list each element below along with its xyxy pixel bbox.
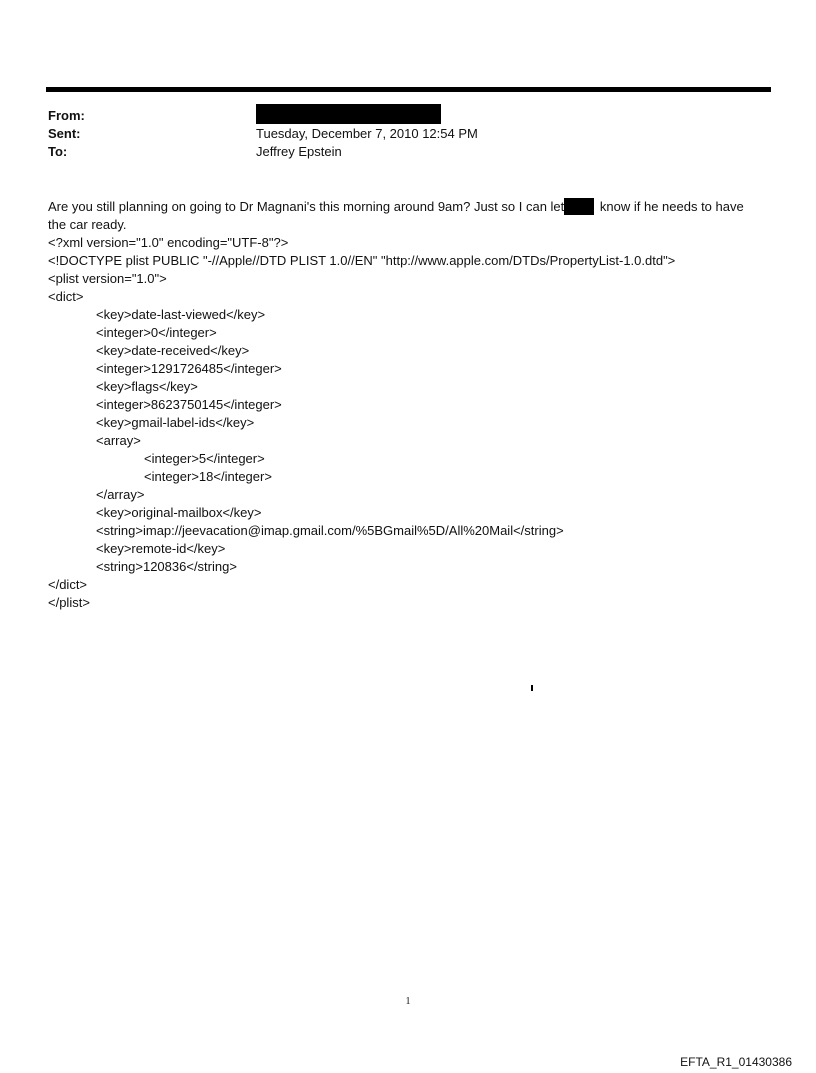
to-value: Jeffrey Epstein [256,144,342,159]
header-rule [46,87,771,92]
xml-line: <array> [96,433,141,448]
xml-line: <key>date-last-viewed</key> [96,307,266,322]
xml-line: <integer>5</integer> [144,451,265,466]
xml-line: <integer>0</integer> [96,325,217,340]
from-label: From: [48,108,85,123]
xml-line: <dict> [48,289,84,304]
xml-line: <integer>1291726485</integer> [96,361,282,376]
xml-line: <key>flags</key> [96,379,198,394]
document-id: EFTA_R1_01430386 [680,1055,792,1069]
xml-line: <plist version="1.0"> [48,271,167,286]
xml-line: </array> [96,487,145,502]
to-label: To: [48,144,68,159]
xml-line: <key>gmail-label-ids</key> [96,415,255,430]
xml-line: <string>120836</string> [96,559,237,574]
body-line-2: the car ready. [48,217,127,232]
body-text-part2: know if he needs to have [596,199,744,214]
xml-line: </dict> [48,577,88,592]
xml-line: <integer>18</integer> [144,469,272,484]
xml-line: </plist> [48,595,90,610]
from-redaction [256,104,441,124]
sent-value: Tuesday, December 7, 2010 12:54 PM [256,126,478,141]
xml-line: <?xml version="1.0" encoding="UTF-8"?> [48,235,289,250]
email-body [48,198,778,612]
xml-line: <key>remote-id</key> [96,541,226,556]
body-line-1 [48,198,778,216]
xml-line: <!DOCTYPE plist PUBLIC "-//Apple//DTD PLIST 1.0//EN" "http://www.apple.com/DTDs/PropertyList-1.0.dtd"> [48,253,676,268]
scan-mark [531,685,533,691]
page-number: 1 [405,996,411,1007]
xml-line: <string>imap://jeevacation@imap.gmail.com/%5BGmail%5D/All%20Mail</string> [96,523,564,538]
xml-line: <integer>8623750145</integer> [96,397,282,412]
sent-label: Sent: [48,126,81,141]
inline-redaction [564,198,594,215]
xml-line: <key>original-mailbox</key> [96,505,262,520]
xml-line: <key>date-received</key> [96,343,250,358]
body-text-part1: Are you still planning on going to Dr Magnani's this morning around 9am? Just so I can let [48,199,565,214]
